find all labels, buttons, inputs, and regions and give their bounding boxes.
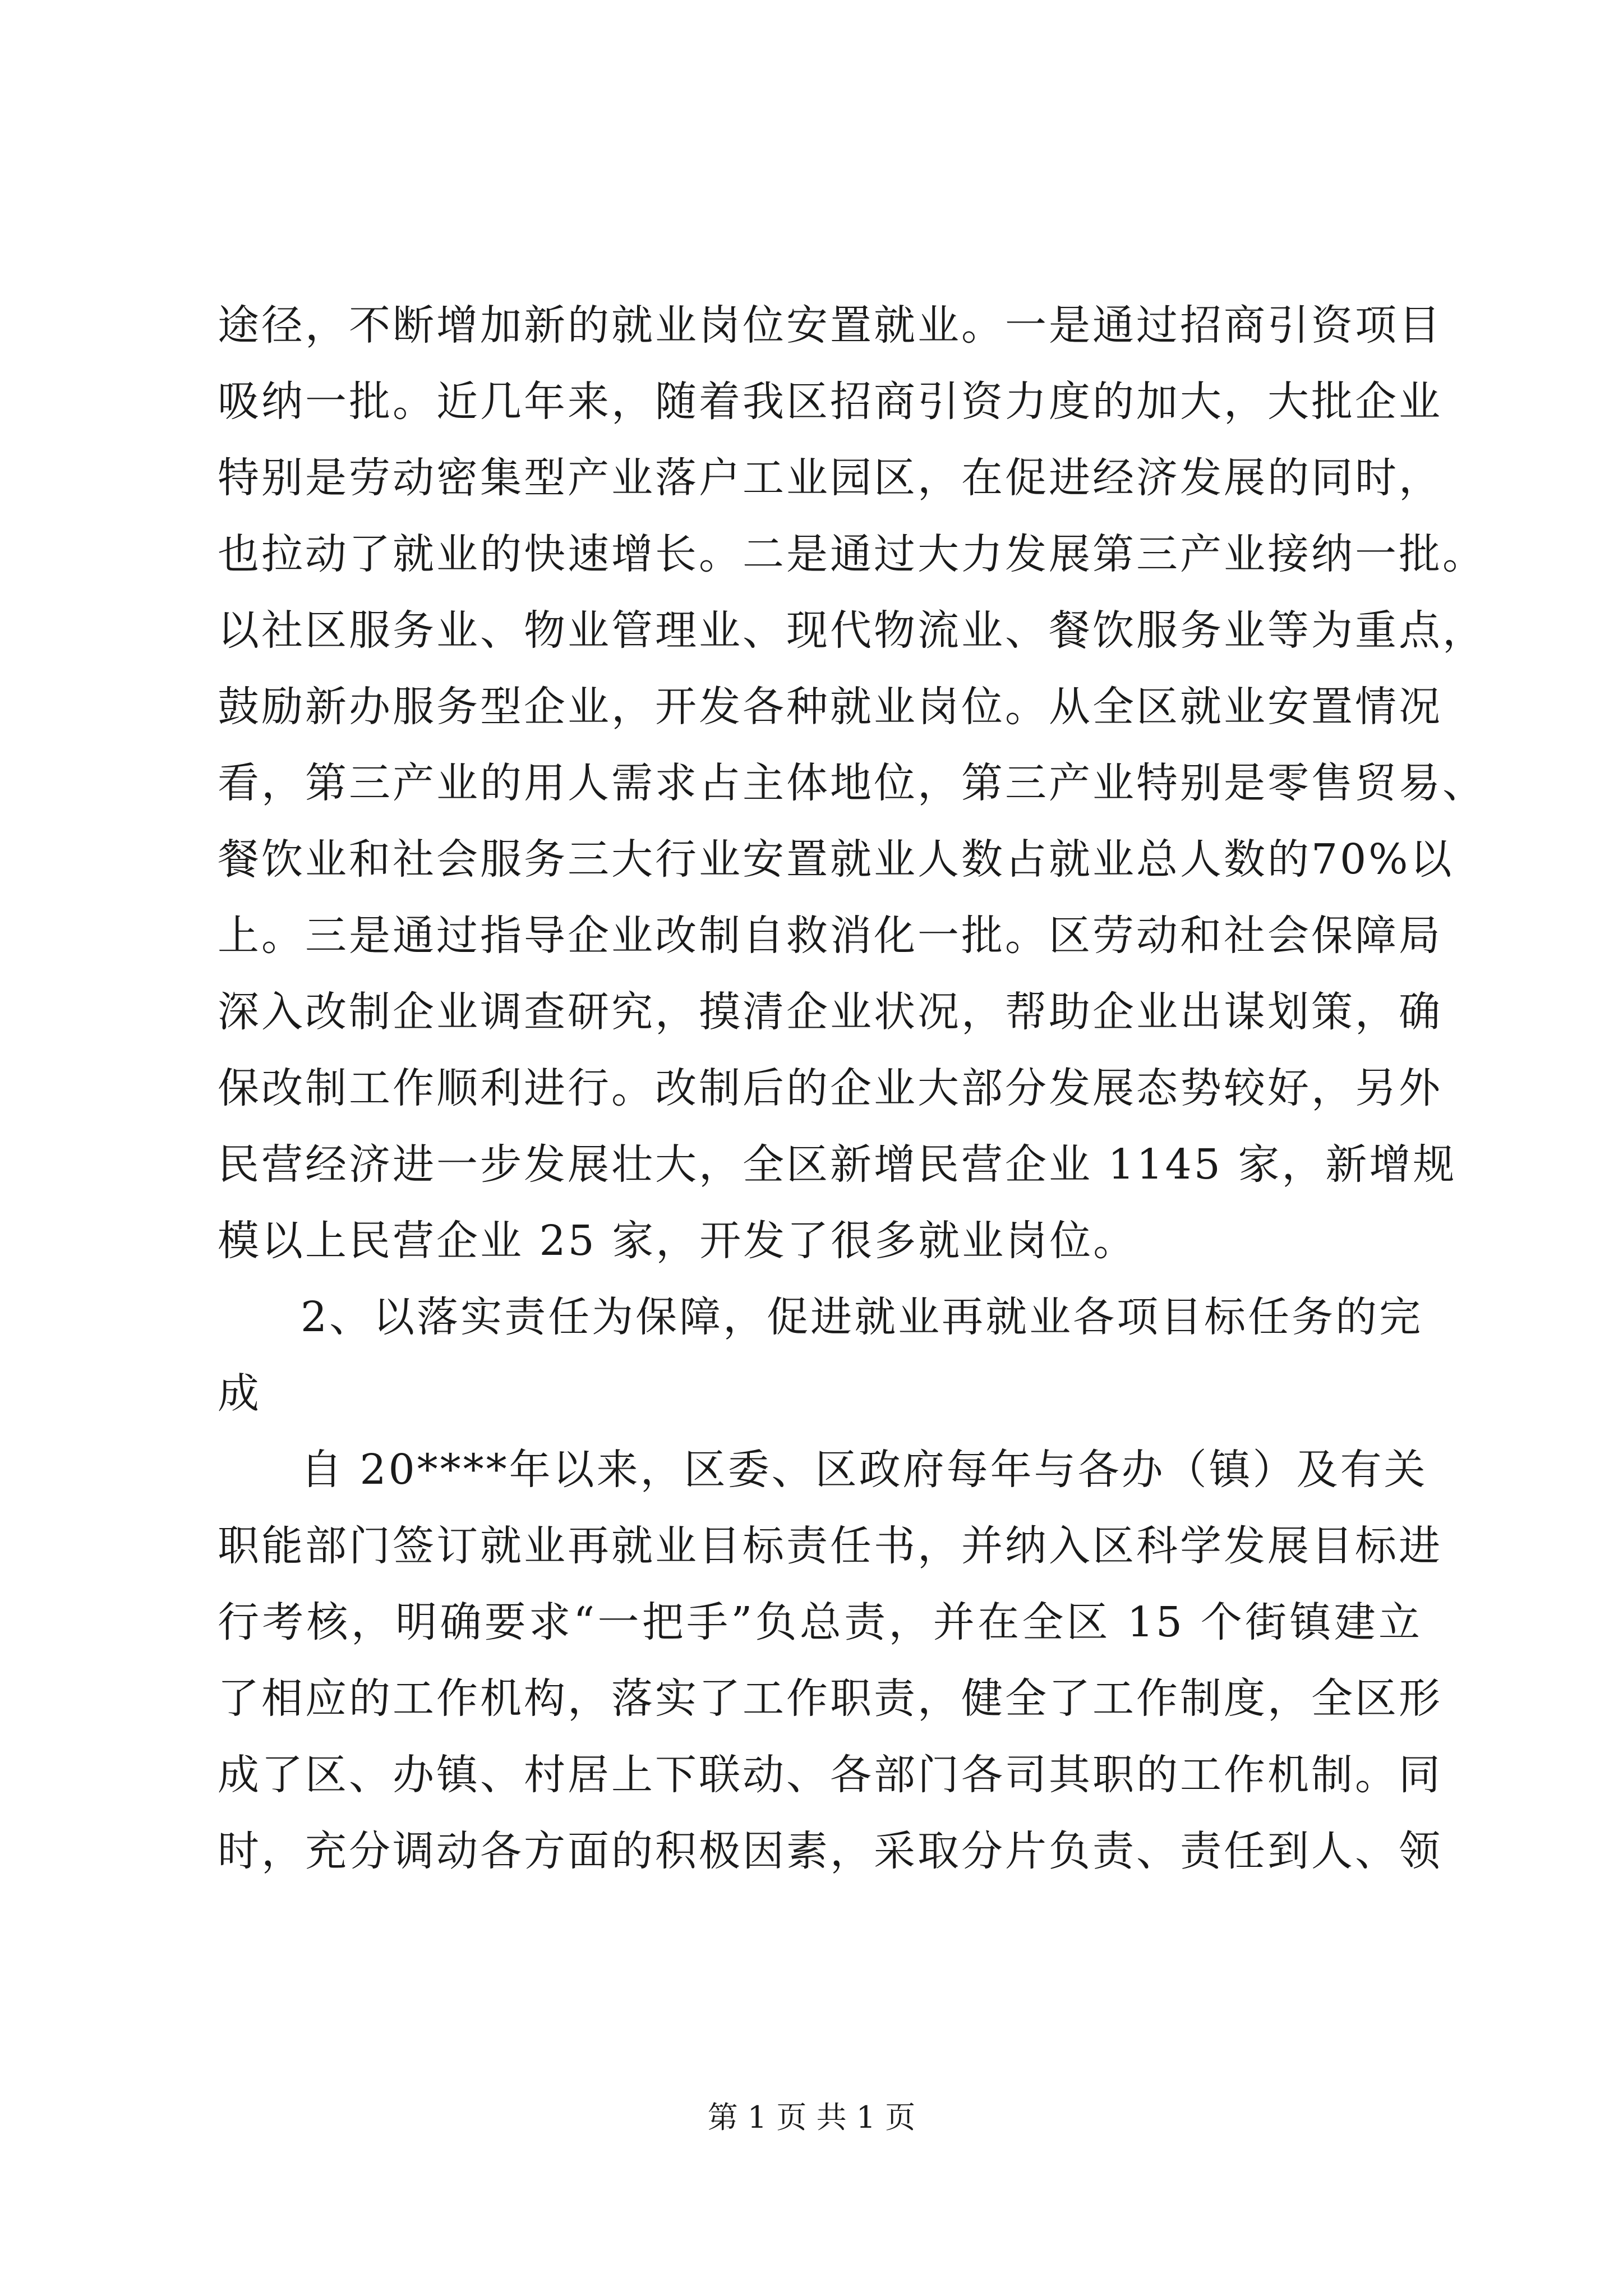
text-line: 餐饮业和社会服务三大行业安置就业人数占就业总人数的70%以 [218, 835, 1454, 884]
text-line: 民营经济进一步发展壮大，全区新增民营企业 1145 家，新增规 [218, 1140, 1457, 1189]
section-heading-line: 2、以落实责任为保障，促进就业再就业各项目标任务的完 [301, 1293, 1423, 1341]
text-line: 保改制工作顺利进行。改制后的企业大部分发展态势较好，另外 [218, 1064, 1442, 1112]
text-line: 看，第三产业的用人需求占主体地位，第三产业特别是零售贸易、 [218, 759, 1486, 807]
text-line: 成了区、办镇、村居上下联动、各部门各司其职的工作机制。同 [218, 1751, 1442, 1799]
text-line: 上。三是通过指导企业改制自救消化一批。区劳动和社会保障局 [218, 912, 1442, 960]
section-heading-line: 成 [218, 1369, 261, 1418]
text-line: 深入改制企业调查研究，摸清企业状况，帮助企业出谋划策，确 [218, 988, 1442, 1036]
text-line: 鼓励新办服务型企业，开发各种就业岗位。从全区就业安置情况 [218, 683, 1442, 731]
text-line: 自 20****年以来，区委、区政府每年与各办（镇）及有关 [301, 1446, 1428, 1494]
text-line: 职能部门签订就业再就业目标责任书，并纳入区科学发展目标进 [218, 1522, 1442, 1570]
text-line: 以社区服务业、物业管理业、现代物流业、餐饮服务业等为重点， [218, 606, 1486, 655]
text-line: 吸纳一批。近几年来，随着我区招商引资力度的加大，大批企业 [218, 378, 1442, 426]
page-footer: 第 1 页 共 1 页 [707, 2100, 916, 2135]
text-line: 特别是劳动密集型产业落户工业园区，在促进经济发展的同时， [218, 454, 1442, 502]
text-line: 也拉动了就业的快速增长。二是通过大力发展第三产业接纳一批。 [218, 530, 1486, 578]
text-line: 行考核，明确要求“一把手”负总责，并在全区 15 个街镇建立 [218, 1598, 1422, 1646]
text-line: 模以上民营企业 25 家，开发了很多就业岗位。 [218, 1217, 1137, 1265]
text-line: 途径，不断增加新的就业岗位安置就业。一是通过招商引资项目 [218, 301, 1442, 349]
text-line: 了相应的工作机构，落实了工作职责，健全了工作制度，全区形 [218, 1674, 1442, 1723]
text-line: 时，充分调动各方面的积极因素，采取分片负责、责任到人、领 [218, 1827, 1442, 1875]
